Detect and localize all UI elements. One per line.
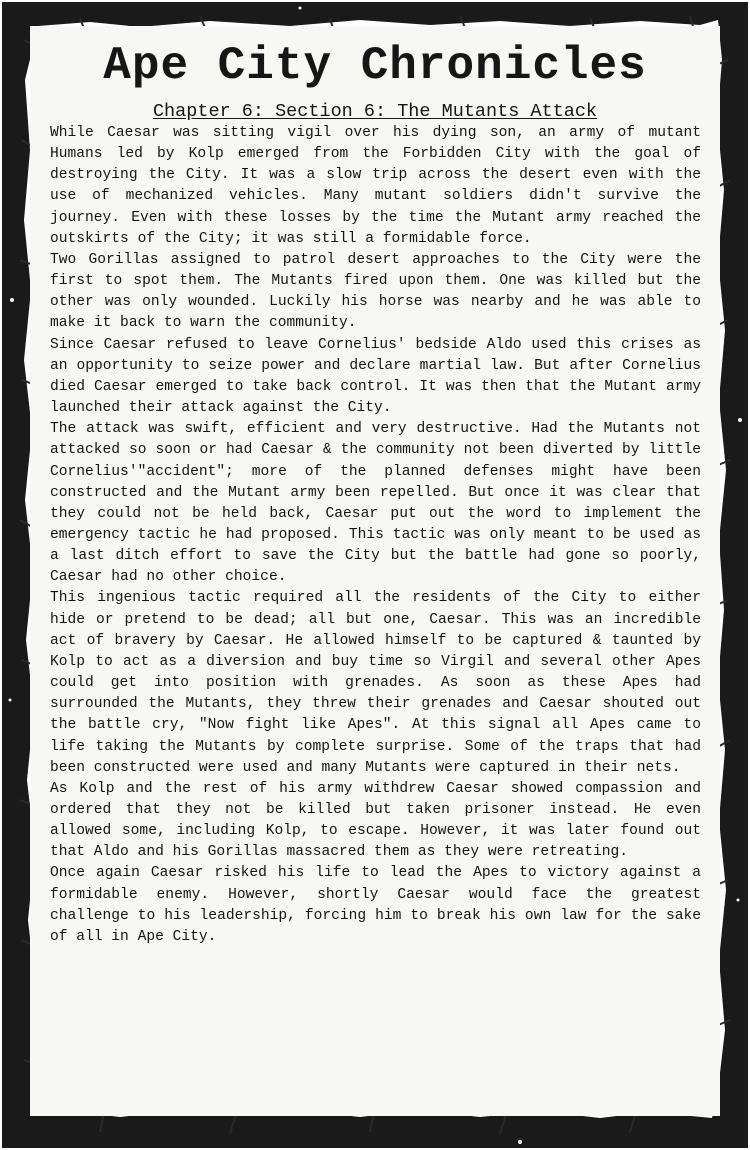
page-title: Ape City Chronicles: [103, 40, 647, 92]
paragraph-7: Once again Caesar risked his life to lead the Apes to victory against a formidable enemy. However, shortly Caesar would face the greatest challenge to his leadership, forcing him to break his own law for the sake of all in Ape City.: [50, 865, 701, 945]
paragraph-1: While Caesar was sitting vigil over his dying son, an army of mutant Humans led by Kolp emerged from the Forbidden City with the goal of destroying the City. It was a slow trip across the desert even with the use of mechanized vehicles. Many mutant soldiers didn't survive the journey. Even with these losses by the time the Mutant army reached the outskirts of the City; it was still a formidable force.: [50, 125, 701, 247]
chapter-subtitle-text: Chapter 6: Section 6: The Mutants Attack: [152, 101, 598, 122]
paragraph-2: Two Gorillas assigned to patrol desert approaches to the City were the first to spot them. The Mutants fired upon them. One was killed but the other was only wounded. Luckily his horse was nearby and he was able to make it back to warn the community.: [50, 251, 701, 332]
paragraph-5: This ingenious tactic required all the residents of the City to either hide or pretend to be dead; all but one, Caesar. This was an incredible act of bravery by Caesar. He allowed himself to be captured & taunted by Kolp to act as a diversion and buy time so Virgil and several other Apes could get into position with grenades. As soon as these Apes had surrounded the Mutants, they threw their grenades and Caesar shouted out the battle cry, "Now fight like Apes". At this signal all Apes came to life taking the Mutants by complete surprise. Some of the traps that had been constructed were used and many Mutants were captured in their nets.: [50, 590, 701, 776]
article-body: [50, 123, 701, 948]
paragraph-6: As Kolp and the rest of his army withdrew Caesar showed compassion and ordered that they not be killed but taken prisoner instead. He even allowed some, including Kolp, to escape. However, it was later found out that Aldo and his Gorillas massacred them as they were retreating.: [50, 780, 701, 861]
paragraph-3: Since Caesar refused to leave Cornelius' bedside Aldo used this crises as an opportunity to seize power and declare martial law. But after Cornelius died Caesar emerged to take back control. It was then that the Mutant army launched their attack against the City.: [50, 336, 701, 417]
chapter-subtitle: [0, 101, 750, 123]
paragraph-4: The attack was swift, efficient and very destructive. Had the Mutants not attacked so soon or had Caesar & the community not been diverted by little Cornelius'"accident"; more of the planned defenses might have been constructed and the Mutant army been repelled. But once it was clear that they could not be held back, Caesar put out the word to implement the emergency tactic he had proposed. This tactic was only meant to be used as a last ditch effort to save the City but the battle had gone so poorly, Caesar had no other choice.: [50, 421, 701, 586]
